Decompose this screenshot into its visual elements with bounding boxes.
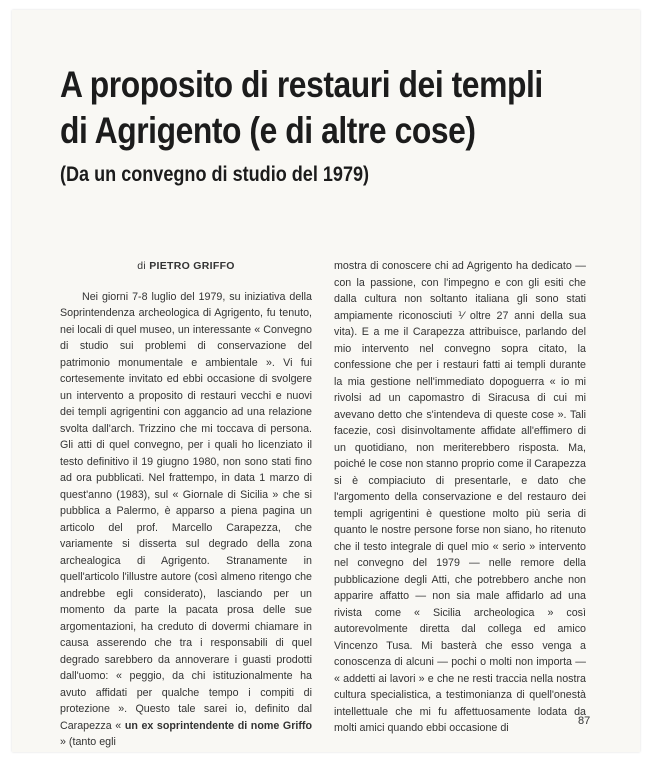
journal-page	[12, 10, 640, 752]
byline-prefix: di	[137, 260, 150, 272]
byline	[60, 258, 312, 275]
title-line-1: A proposito di restauri dei templi	[60, 64, 543, 105]
left-column-bold-quote: un ex soprintendente di nome Griffo	[124, 719, 312, 732]
right-column	[334, 258, 586, 737]
author-name: PIETRO GRIFFO	[149, 260, 235, 272]
left-column-text: Nei giorni 7-8 luglio del 1979, su iniziativa della Soprintendenza archeologica di Agrigento, fu tenuto, nei locali di quel museo, un interessante « Convegno di studio sui problemi di conservazione del patrimonio monumentale e ambientale ». Vi fui cortesemente invitato ed ebbi occasione di svolgere un intervento a proposito di restauri vecchi e nuovi dei templi agrigentini con aggancio ad una relazione svolta dall'arch. Trizzino che mi toccava di persona. Gli atti di quel convegno, per i quali ho licenziato il testo definitivo il 19 giugno 1980, non sono stati fino ad ora pubblicati. Nel frattempo, in data 1 marzo di quest'anno (1983), sul « Giornale di Sicilia » che si pubblica a Palermo, è apparso a piena pagina un articolo del prof. Marcello Carapezza, che variamente si disserta sul degrado della zona archealogica di Agrigento. Stranamente in quell'articolo l'illustre autore (così almeno ritengo che andrebbe egli considerato), lasciando per un momento da parte la pacata prosa delle sue argomentazioni, ha creduto di dovermi chiamare in causa asserendo che tra i responsabili di quel degrado sarebbero da annoverare i guasti prodotti dall'uomo: « peggio, da chi istituzionalmente ha avuto affidati per qualche tempo i compiti di protezione ». Questo tale sarei io, definito dal Carapezza «	[60, 290, 312, 732]
left-column-paragraph	[60, 289, 312, 751]
left-column	[60, 258, 312, 751]
article-subtitle: (Da un convegno di studio del 1979)	[60, 163, 370, 186]
page-number: 87	[578, 715, 591, 727]
left-column-tail: » (tanto egli	[60, 736, 116, 748]
right-column-paragraph: mostra di conoscere chi ad Agrigento ha dedicato — con la passione, con l'impegno e con gli esiti che dalla cultura non soltanto italiana gli sono stati ampiamente riconosciuti ⅟ oltre 27 anni della sua vita). E a me il Carapezza attribuisce, parlando del mio intervento nel convegno sopra citato, la confessione che per i restauri fatti ai templi durante la mia gestione nell'immediato dopoguerra « io mi rivolsi ad un capomastro di Siracusa di cui mi avevano detto che s'intendeva di queste cose ». Tali facezie, così disinvoltamente affidate all'effimero di un quotidiano, non meriterebbero risposta. Ma, poiché le cose non stanno proprio come il Carapezza si è compiaciuto di presentarle, e dato che l'argomento della conservazione e del restauro dei templi agrigentini è questione molto più seria di quanto le nostre persone forse non siano, ho ritenuto che il testo integrale di quel mio « serio » intervento nel convegno del 1979 — nelle remore della pubblicazione degli Atti, che potrebbero anche non apparire affatto — non sia male affidarlo ad una rivista come « Sicilia archeologica » così autorevolmente diretta dal collega ed amico Vincenzo Tusa. Mi basterà che esso venga a conoscenza di alcuni — pochi o molti non importa — « addetti ai lavori » e che ne resti traccia nella nostra cultura specialistica, a testimonianza di quell'onestà intellettuale che mi fu affettuosamente lodata da molti amici quando ebbi occasione di	[334, 260, 586, 734]
article-title	[60, 62, 542, 154]
title-line-2: di Agrigento (e di altre cose)	[60, 110, 476, 151]
